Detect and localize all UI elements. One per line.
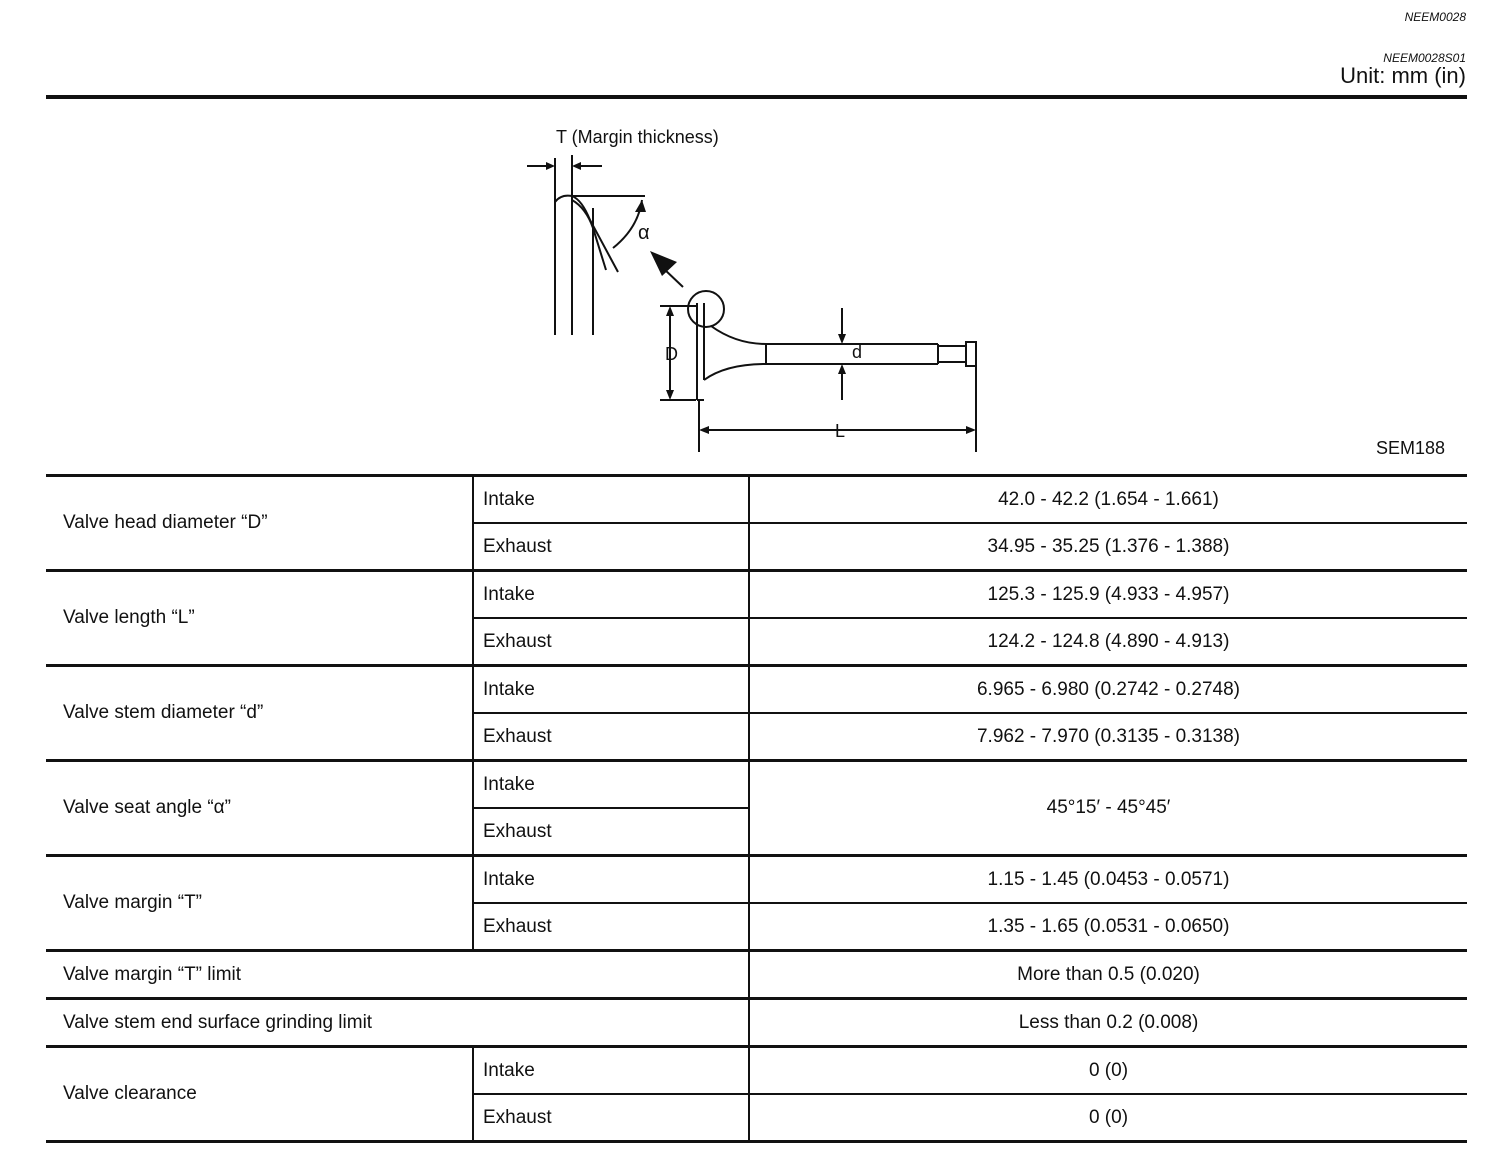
value-cell: 0 (0) [1088,1106,1129,1128]
row-label: Valve clearance [63,1083,197,1104]
D-label: D [665,344,678,364]
exhaust-label: Exhaust [473,808,749,856]
row-label: Valve length “L” [63,607,195,628]
valve-diagram [46,100,1467,472]
value-cell: 6.965 - 6.980 (0.2742 - 0.2748) [976,678,1241,700]
table-row [46,951,1467,999]
value-cell: 125.3 - 125.9 (4.933 - 4.957) [987,583,1230,605]
row-label: Valve stem end surface grinding limit [46,999,749,1047]
row-label: Valve stem diameter “d” [63,702,264,723]
table-row [46,999,1467,1047]
valve-spec-table [46,474,1467,1143]
value-cell: 45°15′ - 45°45′ [749,761,1467,856]
table-row [46,856,1467,904]
L-label: L [835,421,846,441]
exhaust-label: Exhaust [473,618,749,666]
exhaust-label: Exhaust [473,1094,749,1142]
row-label: Valve seat angle “α” [63,797,231,818]
intake-label: Intake [473,761,749,809]
exhaust-label: Exhaust [473,713,749,761]
margin-thickness-label: T (Margin thickness) [556,127,719,147]
value-cell: 1.35 - 1.65 (0.0531 - 0.0650) [987,915,1230,937]
value-cell: 124.2 - 124.8 (4.890 - 4.913) [987,630,1230,652]
value-cell: 34.95 - 35.25 (1.376 - 1.388) [987,535,1230,557]
row-label: Valve margin “T” limit [46,951,749,999]
valve-figure [46,100,1467,472]
table-row [46,1047,1467,1095]
value-cell: More than 0.5 (0.020) [1017,963,1200,985]
intake-label: Intake [473,856,749,904]
row-label: Valve head diameter “D” [63,512,268,533]
table-row [46,571,1467,619]
exhaust-label: Exhaust [473,523,749,571]
intake-label: Intake [473,666,749,714]
intake-label: Intake [473,1047,749,1095]
table-row [46,761,1467,809]
unit-label: Unit: mm (in) [1340,63,1466,88]
value-cell: 42.0 - 42.2 (1.654 - 1.661) [998,488,1219,510]
alpha-label: α [638,222,650,244]
value-cell: 1.15 - 1.45 (0.0453 - 0.0571) [987,868,1230,890]
d-label: d [852,342,863,362]
table-row [46,476,1467,524]
value-cell: 7.962 - 7.970 (0.3135 - 0.3138) [976,725,1241,747]
exhaust-label: Exhaust [473,903,749,951]
row-label: Valve margin “T” [63,892,203,913]
value-cell: 0 (0) [1088,1059,1129,1081]
table-row [46,666,1467,714]
section-code: NEEM0028S01 [1383,51,1466,65]
intake-label: Intake [473,571,749,619]
value-cell: Less than 0.2 (0.008) [1018,1011,1199,1033]
figure-id: SEM188 [1376,438,1446,458]
intake-label: Intake [473,476,749,524]
header-rule [46,95,1467,99]
document-code: NEEM0028 [1404,10,1466,24]
